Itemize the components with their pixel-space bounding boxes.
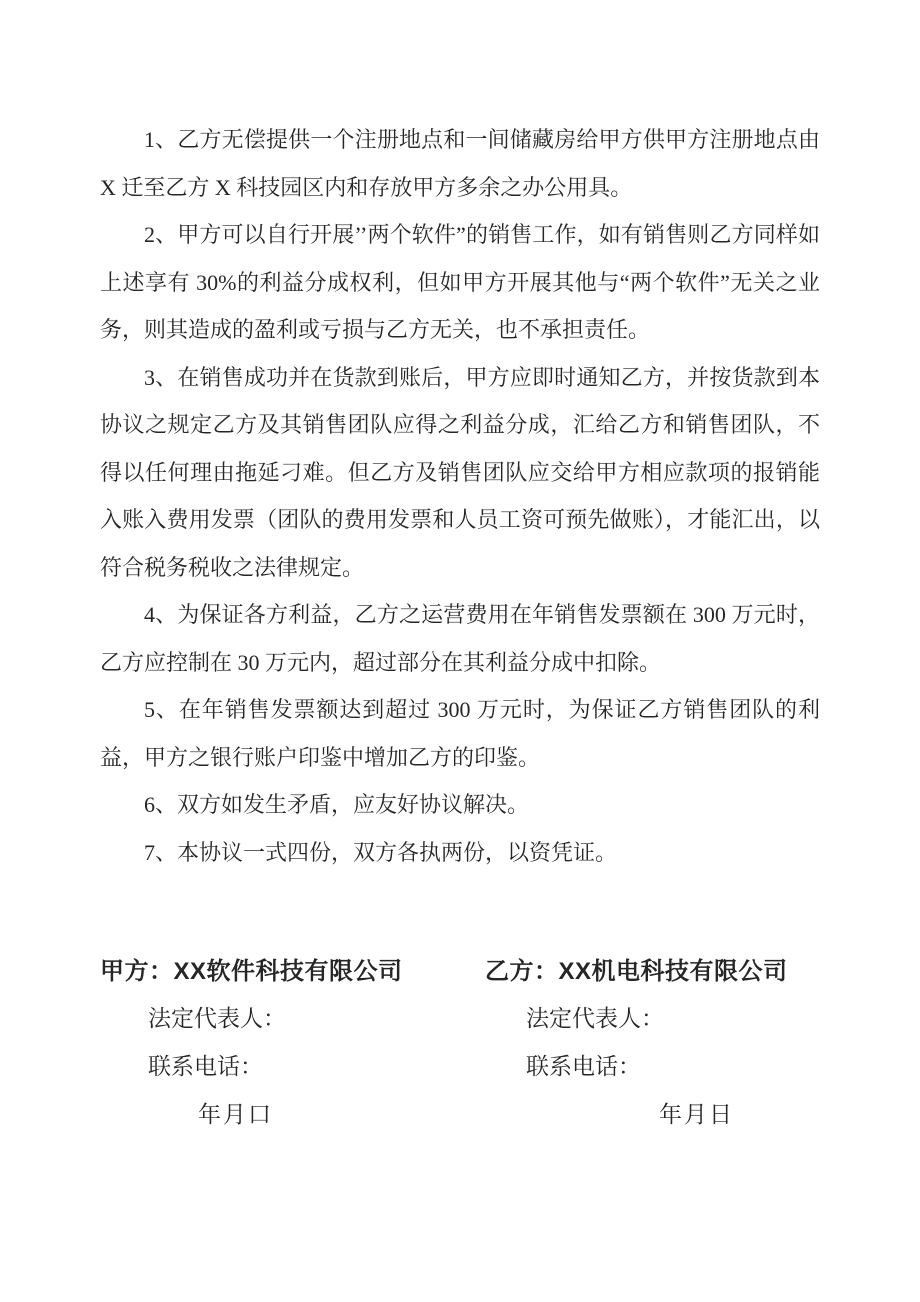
clause-5: 5、在年销售发票额达到超过 300 万元时，为保证乙方销售团队的利益，甲方之银行账户印鉴中增加乙方的印鉴。 bbox=[100, 697, 820, 770]
signature-block bbox=[100, 944, 820, 1136]
party-a-title: 甲方：XX软件科技有限公司 bbox=[100, 957, 403, 985]
party-a-phone-label: 联系电话： bbox=[148, 1053, 263, 1079]
party-b-phone-label: 联系电话： bbox=[526, 1053, 641, 1079]
party-b-title: 乙方：XX机电科技有限公司 bbox=[485, 957, 788, 985]
contract-clauses bbox=[100, 116, 820, 876]
clause-7: 7、本协议一式四份，双方各执两份，以资凭证。 bbox=[144, 839, 618, 865]
clause-1: 1、乙方无偿提供一个注册地点和一间储藏房给甲方供甲方注册地点由 X 迁至乙方 X 科技园区内和存放甲方多余之办公用具。 bbox=[100, 127, 820, 200]
party-a-signature-column bbox=[100, 944, 485, 1136]
clause-6: 6、双方如发生矛盾，应友好协议解决。 bbox=[144, 792, 530, 817]
party-b-date-line: 年月日 bbox=[659, 1101, 734, 1127]
clause-3: 3、在销售成功并在货款到账后，甲方应即时通知乙方，并按货款到本协议之规定乙方及其销售团队应得之利益分成，汇给乙方和销售团队，不得以任何理由拖延刁难。但乙方及销售团队应交给甲方相应款项的报销能入账入费用发票（团队的费用发票和人员工资可预先做账），才能汇出，以符合税务税收之法律规定。 bbox=[100, 364, 820, 580]
party-a-date-line: 年月口 bbox=[198, 1101, 273, 1127]
party-b-signature-column bbox=[485, 944, 820, 1136]
clause-2: 2、甲方可以自行开展’’两个软件”的销售工作，如有销售则乙方同样如上述享有 30%的利益分成权利，但如甲方开展其他与“两个软件”无关之业务，则其造成的盈利或亏损与乙方无关，也不承担责任。 bbox=[100, 222, 820, 342]
party-a-legal-rep-label: 法定代表人： bbox=[148, 1005, 286, 1031]
party-b-legal-rep-label: 法定代表人： bbox=[526, 1005, 664, 1031]
clause-4: 4、为保证各方利益，乙方之运营费用在年销售发票额在 300 万元时，乙方应控制在 30 万元内，超过部分在其利益分成中扣除。 bbox=[100, 602, 820, 675]
